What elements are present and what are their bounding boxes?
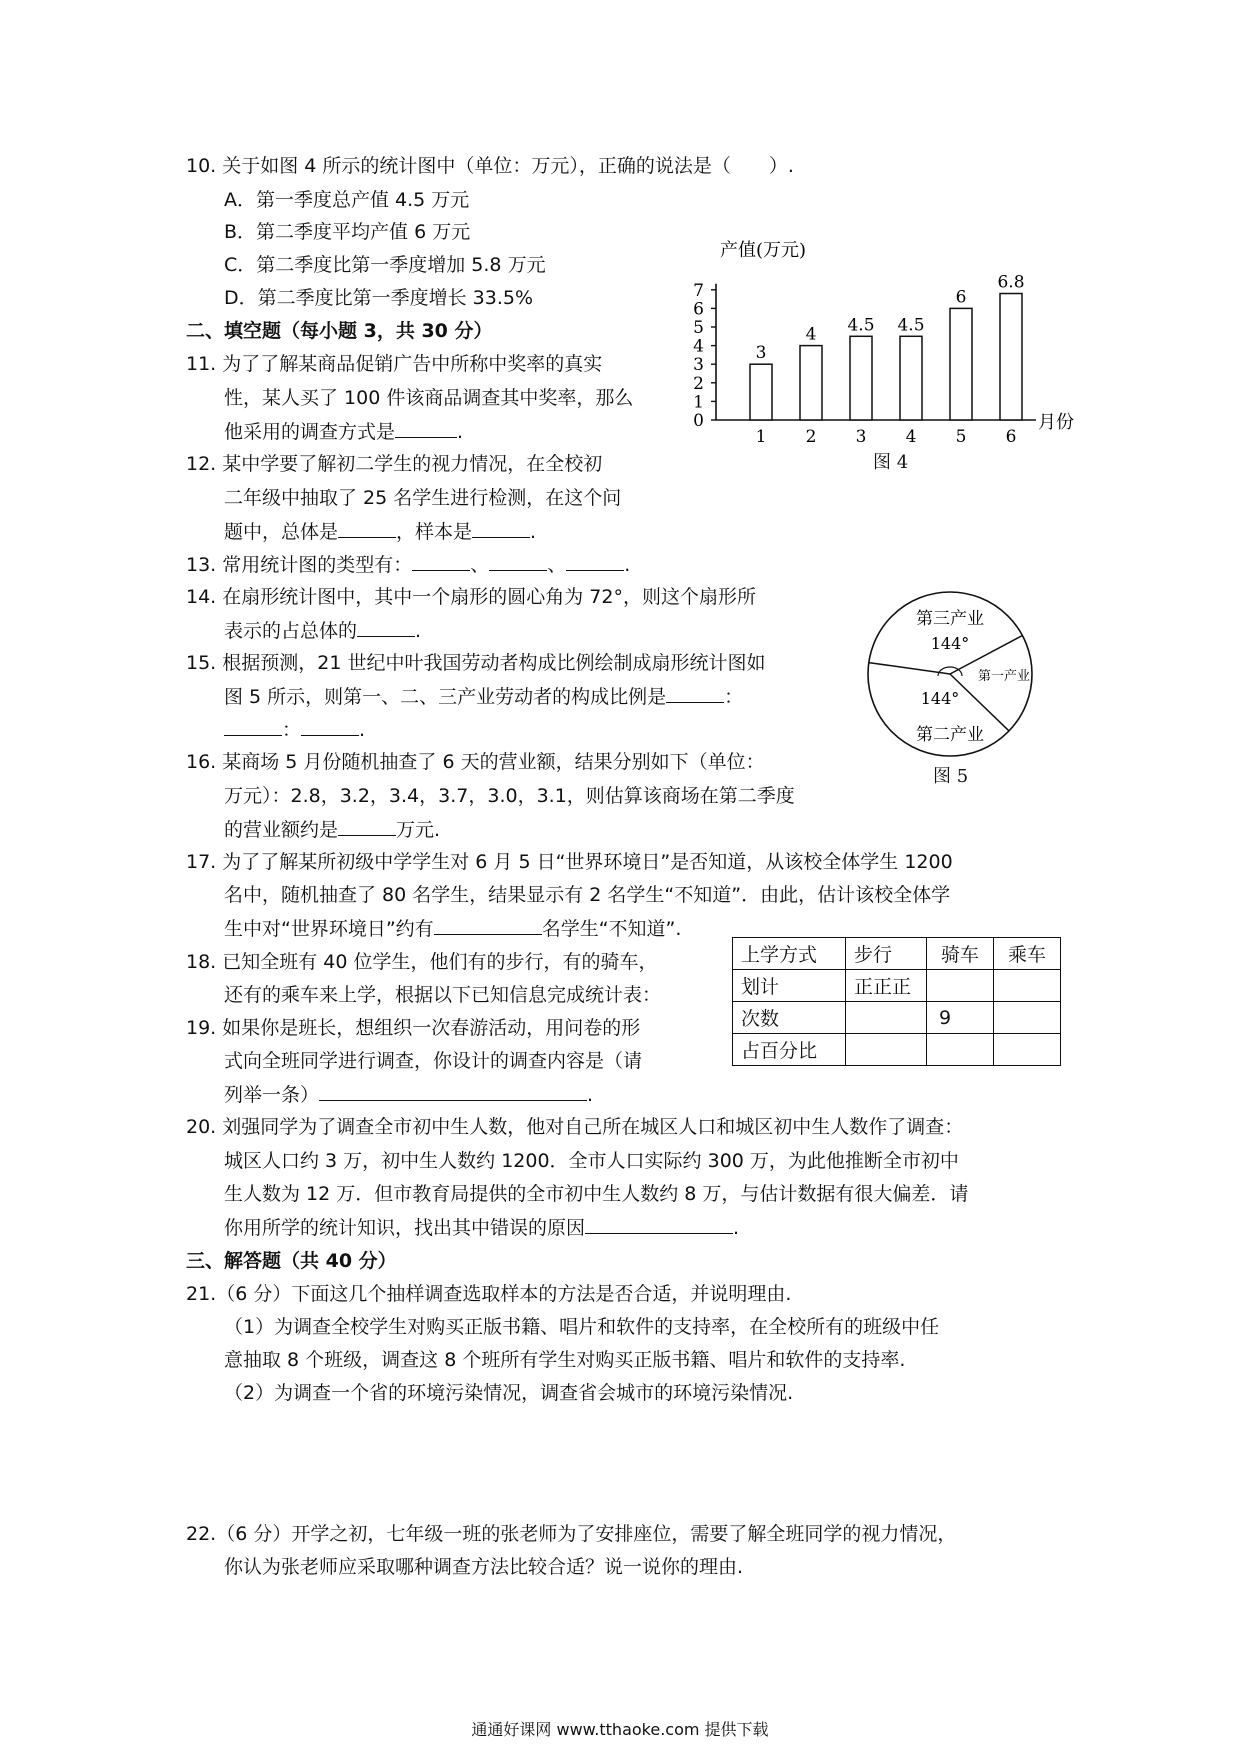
section2-title: 二、填空题（每小题 3，共 30 分） [186,320,493,342]
q17-line1: 17. 为了了解某所初级中学学生对 6 月 5 日“世界环境日”是否知道，从该校全体学生 1200 [186,851,953,873]
y-tick-label: 7 [693,280,704,301]
q20-blank[interactable] [585,1215,733,1234]
q13-blank-2[interactable] [489,552,547,571]
q20-line4: 你用所学的统计知识，找出其中错误的原因 . [224,1217,740,1239]
q21-part1-line1: （1）为调查全校学生对购买正版书籍、唱片和软件的支持率，在全校所有的班级中任 [224,1316,940,1338]
q16-line1: 16. 某商场 5 月份随机抽查了 6 天的营业额，结果分别如下（单位： [186,751,765,773]
pie-slice-label: 第一产业 [977,669,1031,684]
q17-blank[interactable] [434,916,542,935]
q12-line3: 题中，总体是 ，样本是 . [224,521,537,543]
table-cell[interactable] [927,970,994,1002]
y-tick-label: 3 [693,355,704,376]
table-cell: 次数 [733,1002,846,1034]
bar [800,346,822,420]
y-axis-title: 产值(万元) [720,240,807,261]
bar-value-label: 4.5 [897,315,925,336]
q17-line3: 生中对“世界环境日”约有 名学生“不知道”. [224,918,682,940]
pie-angle-label: 144° [930,634,970,653]
table-row [733,1034,1061,1066]
section3-title: 三、解答题（共 40 分） [186,1250,397,1272]
table-cell: 划计 [733,970,846,1002]
figure5-caption: 图 5 [933,766,969,787]
pie-angle-label: 144° [920,689,960,708]
y-tick-label: 6 [693,299,704,320]
table-cell: 占百分比 [733,1034,846,1066]
table-header-cell: 骑车 [927,938,994,970]
q14-blank[interactable] [357,618,415,637]
q15-blank-1[interactable] [666,684,724,703]
table-header-cell: 步行 [846,938,927,970]
q21-part2: （2）为调查一个省的环境污染情况，调查省会城市的环境污染情况. [224,1382,794,1404]
bar [750,364,772,420]
x-tick-label: 1 [755,427,767,447]
table-cell[interactable] [994,1034,1061,1066]
bar [1000,294,1022,420]
commute-stat-table [732,937,1061,1066]
q19-line2: 式向全班同学进行调查，你设计的调查内容是（请 [224,1050,643,1072]
table-header-cell: 乘车 [994,938,1061,970]
q11-line2: 性，某人买了 100 件该商品调查其中奖率，那么 [224,387,634,409]
bar-value-label: 6.8 [997,272,1025,293]
q11-line1: 11. 为了了解某商品促销广告中所称中奖率的真实 [186,353,603,375]
table-row [733,1002,1061,1034]
y-tick-label: 1 [693,392,704,413]
pie-slice-label: 第三产业 [916,609,984,629]
q12-line1: 12. 某中学要了解初二学生的视力情况，在全校初 [186,453,603,475]
q21-part1-line2: 意抽取 8 个班级，调查这 8 个班所有学生对购买正版书籍、唱片和软件的支持率. [224,1349,906,1371]
q12-blank-sample[interactable] [472,519,530,538]
table-cell[interactable] [846,1034,927,1066]
table-cell: 正正正 [846,970,927,1002]
q22-line1: 22.（6 分）开学之初，七年级一班的张老师为了安排座位，需要了解全班同学的视力情况， [186,1523,957,1545]
figure4-bar-chart [686,238,1086,448]
q15-line1: 15. 根据预测，21 世纪中叶我国劳动者构成比例绘制成扇形统计图如 [186,652,766,674]
q16-line2: 万元）：2.8，3.2，3.4，3.7，3.0，3.1，则估算该商场在第二季度 [224,785,795,807]
table-cell[interactable] [994,970,1061,1002]
q17-line2: 名中，随机抽查了 80 名学生，结果显示有 2 名学生“不知道”．由此，估计该校全体学 [224,884,951,906]
q15-blank-3[interactable] [301,717,359,736]
y-tick-label: 4 [693,336,704,357]
q19-line1: 19. 如果你是班长，想组织一次春游活动，用问卷的形 [186,1017,641,1039]
bar [900,336,922,420]
q11-line3: 他采用的调查方式是 . [224,421,464,443]
q10-option-a: A．第一季度总产值 4.5 万元 [224,189,470,211]
q13-blank-1[interactable] [412,552,470,571]
pie-slice-label: 第二产业 [916,725,984,745]
q15-line3: ： . [224,717,365,742]
bar-value-label: 3 [755,343,767,364]
x-axis-title: 月份 [1038,412,1074,433]
figure4-caption: 图 4 [873,452,909,473]
table-header-row [733,938,1061,970]
table-cell[interactable] [994,1002,1061,1034]
q16-line3: 的营业额约是 万元. [224,819,441,841]
table-cell[interactable] [927,1034,994,1066]
bar [850,336,872,420]
q22-line2: 你认为张老师应采取哪种调查方法比较合适？说一说你的理由. [224,1556,744,1578]
q18-line2: 还有的乘车来上学，根据以下已知信息完成统计表： [224,984,662,1006]
q12-blank-population[interactable] [338,519,396,538]
y-tick-label: 5 [693,318,704,338]
x-tick-label: 5 [955,427,967,447]
q19-line3: 列举一条） . [224,1084,594,1106]
q18-line1: 18. 已知全班有 40 位学生，他们有的步行，有的骑车， [186,951,658,973]
bar-value-label: 4 [805,324,817,345]
q21-stem: 21.（6 分）下面这几个抽样调查选取样本的方法是否合适，并说明理由. [186,1283,792,1305]
q20-line2: 城区人口约 3 万，初中生人数约 1200．全市人口实际约 300 万，为此他推断全市初中 [224,1150,959,1172]
y-tick-label: 2 [693,373,704,394]
q14-line2: 表示的占总体的 . [224,620,422,642]
table-cell: 9 [927,1002,994,1034]
bar-value-label: 6 [955,287,967,308]
q20-line1: 20. 刘强同学为了调查全市初中生人数，他对自己所在城区人口和城区初中生人数作了调查： [186,1116,964,1138]
q13-line: 13. 常用统计图的类型有： 、 、 . [186,554,631,576]
bar-value-label: 4.5 [847,315,875,336]
q14-line1: 14. 在扇形统计图中，其中一个扇形的圆心角为 72°，则这个扇形所 [186,586,756,608]
table-row [733,970,1061,1002]
x-tick-label: 3 [855,427,867,447]
q15-line2: 图 5 所示，则第一、二、三产业劳动者的构成比例是 ： [224,686,744,708]
table-header-cell: 上学方式 [733,938,846,970]
bar [950,308,972,420]
q13-blank-3[interactable] [566,552,624,571]
q15-blank-2[interactable] [224,717,282,736]
y-tick-label: 0 [693,411,704,431]
q19-blank[interactable] [319,1082,587,1101]
page-footer: 通通好课网 www.tthaoke.com 提供下载 [471,1720,769,1739]
table-cell[interactable] [846,1002,927,1034]
x-tick-label: 2 [805,427,817,447]
q10-option-c: C．第二季度比第一季度增加 5.8 万元 [224,254,546,276]
q20-line3: 生人数为 12 万．但市教育局提供的全市初中生人数约 8 万，与估计数据有很大偏差．请 [224,1183,969,1205]
q12-line2: 二年级中抽取了 25 名学生进行检测，在这个问 [224,487,622,509]
q10-stem: 10. 关于如图 4 所示的统计图中（单位：万元），正确的说法是（ ）. [186,155,794,177]
q11-blank[interactable] [395,419,457,438]
x-tick-label: 6 [1005,427,1017,447]
q10-option-d: D．第二季度比第一季度增长 33.5% [224,287,534,309]
q10-option-b: B．第二季度平均产值 6 万元 [224,221,471,243]
q16-blank[interactable] [338,817,396,836]
x-tick-label: 4 [905,427,917,447]
figure5-pie-chart [858,588,1072,766]
